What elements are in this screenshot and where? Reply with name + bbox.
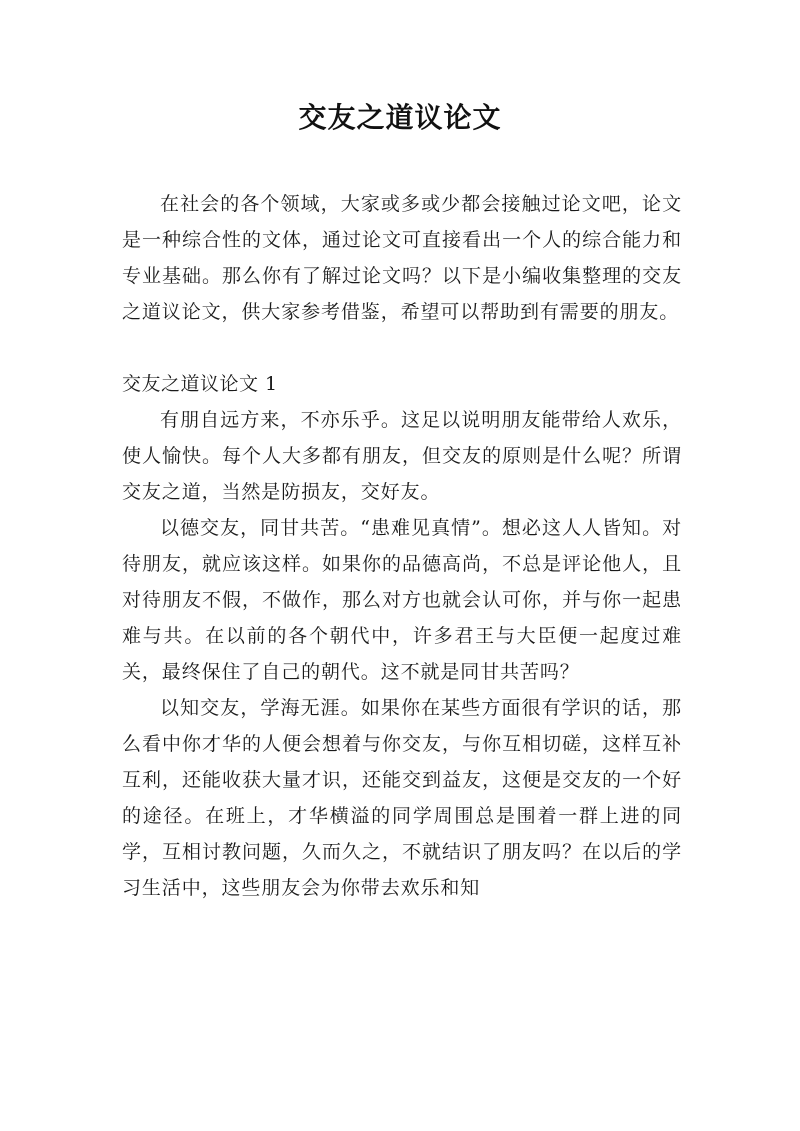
body-paragraph-1: 有朋自远方来，不亦乐乎。这足以说明朋友能带给人欢乐，使人愉快。每个人大多都有朋友，但交友的原则是什么呢？所谓交友之道，当然是防损友，交好友。 — [122, 409, 682, 503]
section-heading: 交友之道议论文 1 — [122, 373, 278, 395]
body-paragraph-2: 以德交友，同甘共苦。“患难见真情”。想必这人人皆知。对待朋友，就应该这样。如果你的品德高尚，不总是评论他人，且对待朋友不假，不做作，那么对方也就会认可你，并与你一起患难与共。在以前的各个朝代中，许多君王与大臣便一起度过难关，最终保住了自己的朝代。这不就是同甘共苦吗？ — [122, 517, 682, 683]
intro-paragraph: 在社会的各个领域，大家或多或少都会接触过论文吧，论文是一种综合性的文体，通过论文可直接看出一个人的综合能力和专业基础。那么你有了解过论文吗？以下是小编收集整理的交友之道议论文，供大家参考借鉴，希望可以帮助到有需要的朋友。 — [122, 193, 682, 323]
document-body — [122, 186, 682, 906]
document-title: 交友之道议论文 — [298, 101, 502, 134]
body-paragraph-3: 以知交友，学海无涯。如果你在某些方面很有学识的话，那么看中你才华的人便会想着与你交友，与你互相切磋，这样互补互利，还能收获大量才识，还能交到益友，这便是交友的一个好的途径。在班上，才华横溢的同学周围总是围着一群上进的同学，互相讨教问题，久而久之，不就结识了朋友吗？在以后的学习生活中，这些朋友会为你带去欢乐和知 — [122, 697, 682, 899]
